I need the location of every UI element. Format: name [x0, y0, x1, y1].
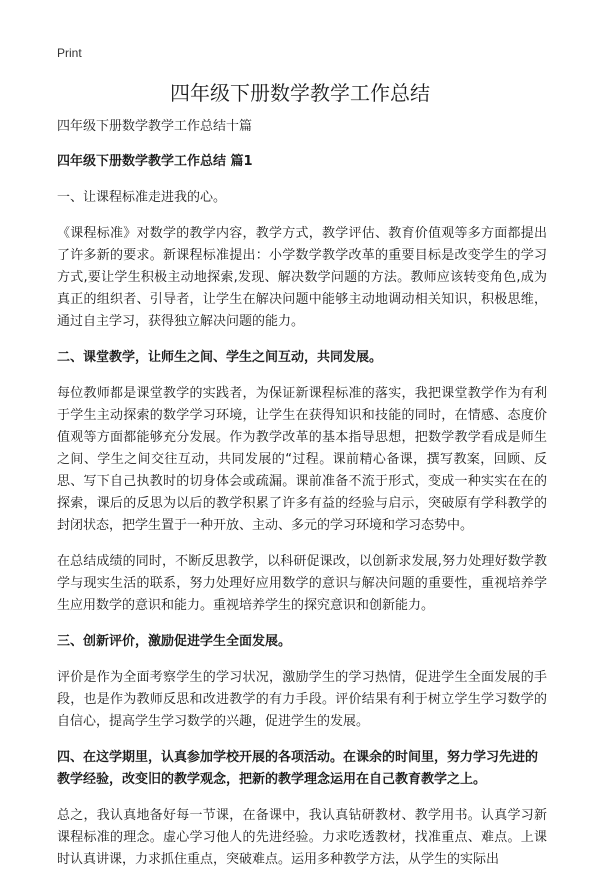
document-title: 四年级下册数学教学工作总结: [170, 81, 430, 105]
paragraph-reflection: 在总结成绩的同时，不断反思教学，以科研促课改，以创新求发展,努力处理好数学教学与现实生活的联系，努力处理好应用数学的意识与解决问题的重要性，重视培养学生应用数学的意识和能力。重视培养学生的探究意识和创新能力。: [57, 554, 547, 613]
print-label: Print: [57, 46, 82, 60]
paragraph-summary: 总之，我认真地备好每一节课，在备课中，我认真钻研教材、教学用书。认真学习新课程标准的理念。虚心学习他人的先进经验。力求吃透教材，找准重点、难点。上课时认真讲课，力求抓住重点，突破难点。运用多种教学方法，从学生的实际出: [57, 808, 547, 867]
paragraph-classroom: 每位教师都是课堂教学的实践者，为保证新课程标准的落实，我把课堂教学作为有利于学生主动探索的数学学习环境，让学生在获得知识和技能的同时，在情感、态度价值观等方面都能够充分发展。作为教学改革的基本指导思想，把数学教学看成是师生之间、学生之间交往互动，共同发展的“过程。课前精心备课，撰写教案，回顾、反思、写下自己执教时的切身体会或疏漏。课前准备不流于形式，变成一种实实在在的探索，课后的反思为以后的教学积累了许多有益的经验与启示，突破原有学科教学的封闭状态，把学生置于一种开放、主动、多元的学习环境和学习态势中。: [57, 386, 547, 533]
document-subtitle: 四年级下册数学教学工作总结十篇: [57, 119, 253, 134]
paragraph-evaluation: 评价是作为全面考察学生的学习状况，激励学生的学习热情，促进学生全面发展的手段，也是作为教师反思和改进教学的有力手段。评价结果有利于树立学生学习数学的自信心，提高学生学习数学的兴趣，促进学生的发展。: [57, 670, 547, 729]
section-heading-activities: 四、在这学期里，认真参加学校开展的各项活动。在课余的时间里，努力学习先进的教学经验，改变旧的教学观念，把新的教学理念运用在自己教育教学之上。: [57, 750, 539, 787]
article-heading: 四年级下册数学教学工作总结 篇1: [57, 154, 253, 169]
section-heading-classroom: 二、课堂教学，让师生之间、学生之间互动，共同发展。: [57, 350, 383, 365]
document-body: [57, 118, 547, 885]
section-heading-evaluation: 三、创新评价，激励促进学生全面发展。: [57, 634, 292, 649]
paragraph-curriculum: 《课程标准》对数学的教学内容，教学方式，教学评估、教育价值观等多方面都提出了许多新的要求。新课程标准提出：小学数学教学改革的重要目标是改变学生的学习方式,要让学生积极主动地探索,发现、解决数学问题的方法。教师应该转变角色,成为真正的组织者、引导者，让学生在解决问题中能够主动地调动相关知识，积极思维，通过自主学习，获得独立解决问题的能力。: [57, 226, 547, 329]
paragraph-intro-heading: 一、让课程标准走进我的心。: [57, 190, 227, 205]
